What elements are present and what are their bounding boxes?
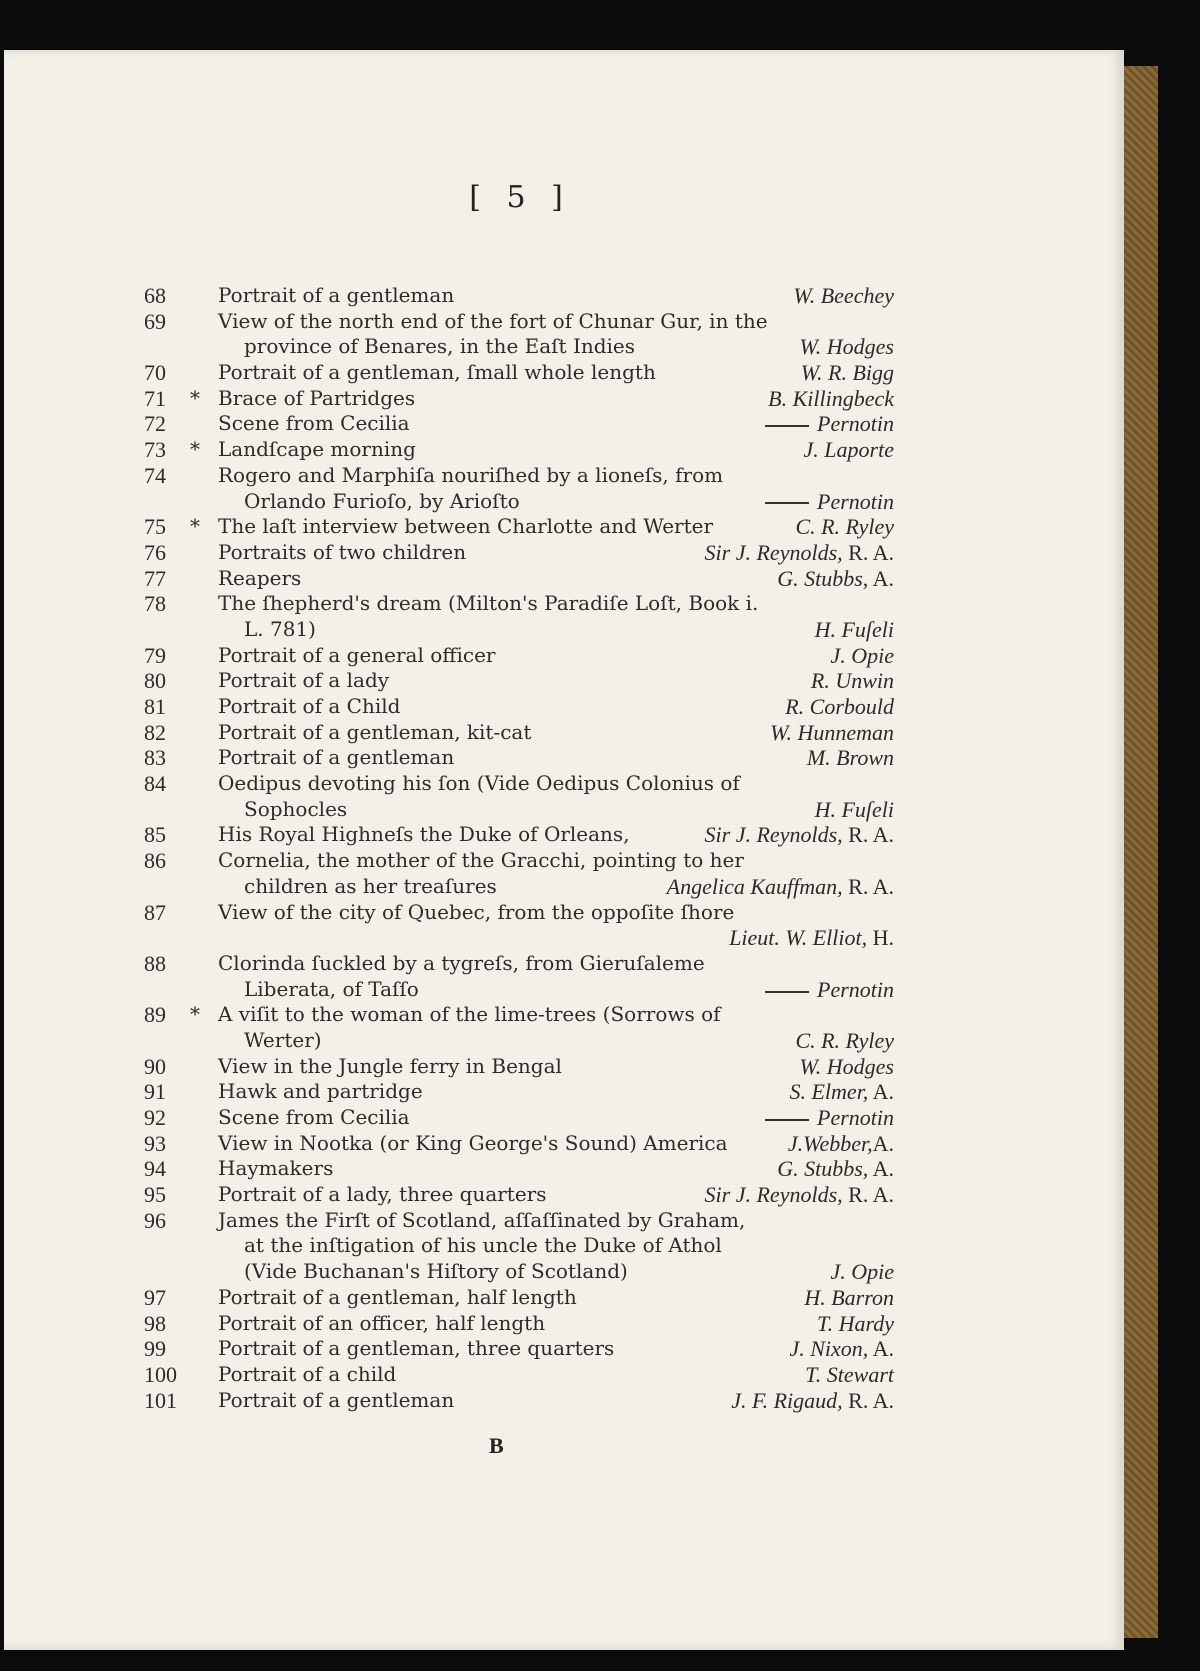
catalogue-entry: [144, 437, 894, 463]
ditto-dash: [765, 991, 809, 993]
entry-line: [144, 360, 894, 386]
artist-text: C. R. Ryley: [795, 514, 894, 540]
entry-title: View in the Jungle ferry in Bengal: [218, 1053, 562, 1078]
artist-name: [667, 874, 894, 900]
entry-title: Clorinda ſuckled by a tygreſs, from Gieruſaleme: [218, 950, 705, 975]
entry-title: The laſt interview between Charlotte and Werter: [218, 514, 714, 539]
academy-suffix: R. A.: [842, 539, 894, 565]
entry-number: 82: [144, 719, 166, 745]
new-work-asterisk: *: [190, 437, 200, 462]
artist-text: G. Stubbs,: [777, 1156, 869, 1182]
entry-number: 68: [144, 283, 166, 308]
entry-line: [144, 411, 894, 437]
academy-suffix: A.: [868, 1336, 894, 1362]
catalogue-entry: [144, 411, 894, 437]
catalogue-entry: [144, 566, 894, 592]
entry-line: [144, 617, 894, 643]
entry-line: [144, 1105, 894, 1131]
entry-number: 81: [144, 694, 166, 719]
artist-name: [815, 617, 894, 643]
entry-number: 71: [144, 385, 166, 411]
artist-text: Sir J. Reynolds,: [704, 822, 843, 848]
artist-name: [770, 720, 894, 746]
artist-text: H. Fuſeli: [814, 796, 894, 822]
entry-number: 94: [144, 1156, 166, 1182]
entry-title: Liberata, of Taſſo: [244, 976, 419, 1001]
entry-line: [144, 566, 894, 592]
entry-line: [144, 720, 894, 746]
entry-title: View of the north end of the fort of Chunar Gur, in the: [218, 308, 768, 333]
artist-name: [795, 1028, 894, 1054]
entry-number: 99: [144, 1336, 166, 1362]
entry-number: 73: [144, 437, 166, 463]
artist-name: [793, 283, 894, 309]
catalogue-entry: [144, 1336, 894, 1362]
entry-line: [144, 1362, 894, 1388]
entry-title: Brace of Partridges: [218, 385, 416, 410]
entry-number: 98: [144, 1310, 166, 1336]
artist-text: Sir J. Reynolds,: [704, 1182, 843, 1208]
entry-title: Scene from Cecilia: [218, 411, 410, 436]
catalogue-entry: [144, 822, 894, 848]
entry-title: Portrait of a gentleman: [218, 283, 455, 307]
catalogue-entry: [144, 514, 894, 540]
entry-line: [144, 694, 894, 720]
entry-title: Portrait of a lady, three quarters: [218, 1182, 547, 1207]
artist-name: [788, 1131, 894, 1157]
artist-name: [785, 694, 894, 720]
entry-line: [144, 540, 894, 566]
entry-title: Portrait of a gentleman: [218, 1387, 455, 1412]
artist-name: [807, 745, 894, 771]
entry-line: [144, 1079, 894, 1105]
academy-suffix: R. A.: [842, 1387, 894, 1413]
new-work-asterisk: *: [190, 514, 200, 539]
entry-title: Portrait of a lady: [218, 668, 390, 693]
entry-line: [144, 1311, 894, 1337]
artist-name: [815, 797, 894, 823]
new-work-asterisk: *: [190, 385, 200, 410]
artist-name: [817, 1311, 894, 1337]
entry-number: 80: [144, 668, 166, 694]
catalogue-entry: [144, 360, 894, 386]
catalogue-entry: [144, 463, 894, 514]
page-number-header: [ 5 ]: [469, 180, 571, 215]
entry-title: Orlando Furioſo, by Arioſto: [244, 488, 520, 513]
entry-line: [144, 951, 894, 977]
artist-text: W. Hodges: [799, 1053, 894, 1079]
entry-number: 74: [144, 462, 166, 488]
entry-title: The ſhepherd's dream (Milton's Paradiſe Loſt, Book i.: [218, 591, 759, 616]
artist-text: W. Beechey: [793, 283, 894, 308]
entry-line: [144, 386, 894, 412]
artist-text: Pernotin: [817, 1105, 894, 1130]
artist-name: [789, 1079, 894, 1105]
entry-line: [144, 437, 894, 463]
artist-name: [729, 925, 894, 951]
entry-number: 86: [144, 848, 166, 874]
artist-name: [799, 334, 894, 360]
entry-number: 70: [144, 360, 166, 386]
entry-line: [144, 1208, 894, 1234]
artist-name: [705, 1182, 894, 1208]
entry-number: 100: [144, 1361, 177, 1387]
entry-number: 97: [144, 1284, 166, 1310]
catalogue-entry: [144, 540, 894, 566]
artist-text: S. Elmer,: [789, 1079, 869, 1105]
catalogue-entry: [144, 900, 894, 951]
ditto-dash: [765, 425, 809, 427]
artist-name: [830, 1259, 894, 1285]
entry-number: 76: [144, 539, 166, 565]
artist-name: [795, 514, 894, 540]
artist-name: [705, 822, 894, 848]
entry-title: Landſcape morning: [218, 437, 416, 462]
exhibit-list: [144, 283, 894, 1413]
academy-suffix: A.: [868, 1079, 894, 1105]
entry-title: Portraits of two children: [218, 539, 467, 564]
entry-line: [144, 1156, 894, 1182]
artist-name: [777, 566, 894, 592]
entry-line: [144, 848, 894, 874]
entry-number: 85: [144, 822, 166, 848]
artist-text: R. Corbould: [785, 694, 894, 719]
artist-name: [801, 360, 894, 386]
academy-suffix: A.: [868, 1156, 894, 1182]
artist-text: G. Stubbs,: [777, 565, 869, 591]
academy-suffix: H.: [867, 925, 894, 951]
artist-text: T. Hardy: [817, 1310, 894, 1336]
entry-line: [144, 643, 894, 669]
new-work-asterisk: *: [190, 1002, 200, 1027]
entry-title: Portrait of a gentleman, kit-cat: [218, 719, 532, 744]
catalogue-entry: [144, 1079, 894, 1105]
entry-line: [144, 1182, 894, 1208]
entry-title: Portrait of an officer, half length: [218, 1310, 546, 1335]
entry-line: [144, 1233, 894, 1259]
entry-line: [144, 514, 894, 540]
artist-name: [799, 1054, 894, 1080]
entry-title: Portrait of a gentleman: [218, 745, 455, 770]
entry-line: [144, 745, 894, 771]
entry-title: Werter): [244, 1027, 322, 1052]
artist-name: [830, 643, 894, 669]
artist-name: [804, 1285, 894, 1311]
entry-line: [144, 1388, 894, 1414]
artist-text: Lieut. W. Elliot,: [729, 925, 868, 951]
entry-number: 69: [144, 308, 166, 334]
entry-number: 101: [144, 1387, 177, 1413]
entry-line: [144, 822, 894, 848]
academy-suffix: A.: [868, 565, 894, 591]
entry-number: 72: [144, 411, 166, 437]
artist-text: W. Hunneman: [770, 719, 894, 745]
entry-number: 77: [144, 565, 166, 591]
entry-line: [144, 771, 894, 797]
book-binding-edge: [1118, 66, 1158, 1638]
entry-number: 83: [144, 745, 166, 771]
entry-line: [144, 489, 894, 515]
artist-text: B. Killingbeck: [768, 385, 894, 411]
catalogue-entry: [144, 1131, 894, 1157]
artist-text: T. Stewart: [805, 1361, 894, 1387]
catalogue-page: [4, 50, 1124, 1650]
entry-title: Cornelia, the mother of the Gracchi, pointing to her: [218, 848, 744, 873]
entry-line: [144, 1002, 894, 1028]
entry-title: Portrait of a gentleman, half length: [218, 1284, 577, 1309]
entry-number: 92: [144, 1105, 166, 1130]
ditto-dash: [765, 502, 809, 504]
catalogue-entry: [144, 668, 894, 694]
catalogue-entry: [144, 771, 894, 822]
artist-text: Pernotin: [817, 488, 894, 514]
academy-suffix: R. A.: [842, 1182, 894, 1208]
entry-number: 78: [144, 591, 166, 617]
catalogue-entry: [144, 745, 894, 771]
entry-line: [144, 1131, 894, 1157]
entry-line: [144, 668, 894, 694]
catalogue-entry: [144, 1311, 894, 1337]
entry-title: province of Benares, in the Eaſt Indies: [244, 334, 636, 359]
artist-text: Sir J. Reynolds,: [704, 539, 843, 565]
artist-text: J. Opie: [830, 1259, 894, 1285]
entry-title: Portrait of a Child: [218, 694, 401, 718]
catalogue-entry: [144, 283, 894, 309]
entry-line: [144, 874, 894, 900]
entry-line: [144, 334, 894, 360]
artist-text: J. Opie: [830, 642, 894, 668]
entry-number: 79: [144, 642, 166, 668]
artist-text: J.Webber,: [787, 1130, 873, 1156]
entry-title: Haymakers: [218, 1156, 334, 1181]
entry-title: Portrait of a gentleman, three quarters: [218, 1336, 615, 1361]
catalogue-entry: [144, 1285, 894, 1311]
artist-name: [768, 386, 894, 412]
entry-line: [144, 463, 894, 489]
artist-text: W. R. Bigg: [800, 360, 894, 386]
artist-text: H. Fuſeli: [814, 616, 894, 642]
academy-suffix: R. A.: [842, 822, 894, 848]
entry-line: [144, 797, 894, 823]
catalogue-entry: [144, 1002, 894, 1053]
catalogue-entry: [144, 386, 894, 412]
artist-text: R. Unwin: [810, 668, 894, 694]
artist-text: M. Brown: [806, 745, 894, 771]
catalogue-entry: [144, 1182, 894, 1208]
entry-title: View in Nootka (or King George's Sound) America: [218, 1130, 728, 1155]
entry-line: [144, 925, 894, 951]
catalogue-entry: [144, 720, 894, 746]
entry-title: Sophocles: [244, 796, 348, 821]
artist-name: [811, 668, 894, 694]
academy-suffix: R. A.: [842, 873, 894, 899]
entry-title: Portrait of a child: [218, 1361, 397, 1386]
catalogue-entry: [144, 694, 894, 720]
entry-title: His Royal Highneſs the Duke of Orleans,: [218, 822, 630, 847]
entry-line: [144, 977, 894, 1003]
artist-name: [765, 489, 894, 515]
artist-name: [765, 411, 894, 437]
entry-number: 90: [144, 1053, 166, 1079]
entry-title: James the Firſt of Scotland, aſſaſſinated by Graham,: [218, 1207, 746, 1232]
entry-number: 89: [144, 1002, 166, 1028]
entry-number: 75: [144, 514, 166, 540]
artist-text: J. Laporte: [803, 437, 894, 463]
entry-line: [144, 309, 894, 335]
academy-suffix: A.: [872, 1130, 894, 1156]
entry-number: 87: [144, 899, 166, 925]
artist-text: Pernotin: [817, 976, 894, 1002]
entry-title: Scene from Cecilia: [218, 1105, 410, 1129]
artist-text: Pernotin: [817, 411, 894, 437]
catalogue-entry: [144, 643, 894, 669]
ditto-dash: [765, 1119, 809, 1121]
entry-title: Reapers: [218, 565, 302, 590]
artist-name: [731, 1388, 894, 1414]
catalogue-entry: [144, 1054, 894, 1080]
entry-title: Portrait of a general officer: [218, 642, 496, 667]
artist-name: [765, 1105, 894, 1131]
entry-title: Oedipus devoting his ſon (Vide Oedipus Colonius of: [218, 771, 740, 796]
catalogue-entry: [144, 1362, 894, 1388]
catalogue-entry: [144, 848, 894, 899]
entry-title: (Vide Buchanan's Hiſtory of Scotland): [244, 1259, 628, 1284]
entry-number: 91: [144, 1079, 166, 1105]
entry-title: View of the city of Quebec, from the oppoſite ſhore: [218, 899, 735, 924]
artist-text: W. Hodges: [799, 334, 894, 360]
artist-name: [765, 977, 894, 1003]
entry-title: Hawk and partridge: [218, 1079, 423, 1104]
entry-number: 88: [144, 950, 166, 976]
entry-number: 93: [144, 1130, 166, 1156]
entry-number: 95: [144, 1182, 166, 1208]
artist-name: [777, 1156, 894, 1182]
catalogue-entry: [144, 309, 894, 360]
catalogue-entry: [144, 1156, 894, 1182]
entry-title: L. 781): [244, 616, 316, 641]
entry-line: [144, 900, 894, 926]
catalogue-entry: [144, 951, 894, 1002]
entry-line: [144, 1285, 894, 1311]
entry-number: 84: [144, 771, 166, 797]
entry-title: Rogero and Marphiſa nouriſhed by a lioneſs, from: [218, 462, 724, 487]
artist-text: H. Barron: [804, 1284, 894, 1310]
artist-text: J. F. Rigaud,: [731, 1387, 843, 1413]
catalogue-entry: [144, 1105, 894, 1131]
entry-line: [144, 1259, 894, 1285]
entry-number: 96: [144, 1207, 166, 1233]
catalogue-entry: [144, 591, 894, 642]
catalogue-entry: [144, 1208, 894, 1285]
entry-title: at the inſtigation of his uncle the Duke of Athol: [244, 1233, 722, 1258]
signature-mark: B: [489, 1433, 504, 1458]
entry-line: [144, 591, 894, 617]
entry-line: [144, 283, 894, 309]
entry-title: Portrait of a gentleman, ſmall whole length: [218, 360, 656, 385]
artist-name: [705, 540, 894, 566]
entry-title: children as her treaſures: [244, 873, 497, 898]
artist-name: [804, 437, 894, 463]
catalogue-entry: [144, 1388, 894, 1414]
entry-line: [144, 1054, 894, 1080]
entry-title: A viſit to the woman of the lime-trees (Sorrows of: [218, 1002, 721, 1027]
artist-name: [805, 1362, 894, 1388]
artist-name: [789, 1336, 894, 1362]
artist-text: C. R. Ryley: [795, 1027, 894, 1053]
artist-text: J. Nixon,: [789, 1336, 869, 1362]
entry-line: [144, 1336, 894, 1362]
entry-line: [144, 1028, 894, 1054]
artist-text: Angelica Kauffman,: [666, 873, 843, 899]
